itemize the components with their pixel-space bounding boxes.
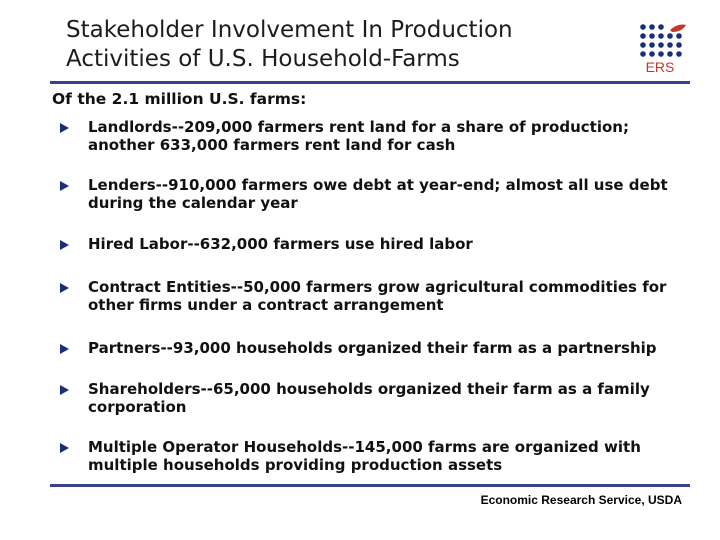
triangle-right-icon bbox=[60, 123, 69, 133]
bullet-text: Shareholders--65,000 households organized their farm as a family corporation bbox=[88, 380, 650, 416]
logo-leaf-icon bbox=[670, 25, 686, 32]
bullet-text: Contract Entities--50,000 farmers grow agricultural commodities for other firms under a contract arrangement bbox=[88, 278, 667, 314]
bullet-text: Partners--93,000 households organized their farm as a partnership bbox=[88, 339, 657, 357]
bullet-text: Hired Labor--632,000 farmers use hired labor bbox=[88, 235, 473, 253]
logo-text: ERS bbox=[645, 59, 675, 74]
slide-title bbox=[66, 16, 606, 74]
triangle-right-icon bbox=[60, 181, 69, 191]
triangle-right-icon bbox=[60, 344, 69, 354]
bottom-divider bbox=[50, 484, 690, 487]
title-line-2: Activities of U.S. Household-Farms bbox=[66, 46, 460, 72]
top-divider bbox=[50, 81, 690, 84]
triangle-right-icon bbox=[60, 385, 69, 395]
bullet-text: Landlords--209,000 farmers rent land for a share of production; another 633,000 farmers rent land for cash bbox=[88, 118, 629, 154]
triangle-right-icon bbox=[60, 240, 69, 250]
triangle-right-icon bbox=[60, 283, 69, 293]
ers-logo bbox=[638, 22, 690, 74]
title-line-1: Stakeholder Involvement In Production bbox=[66, 17, 513, 43]
triangle-right-icon bbox=[60, 443, 69, 453]
intro-text: Of the 2.1 million U.S. farms: bbox=[52, 90, 307, 108]
bullet-text: Multiple Operator Households--145,000 farms are organized with multiple households providing production assets bbox=[88, 438, 641, 474]
footer-credit: Economic Research Service, USDA bbox=[480, 493, 682, 507]
bullet-text: Lenders--910,000 farmers owe debt at year-end; almost all use debt during the calendar year bbox=[88, 176, 668, 212]
